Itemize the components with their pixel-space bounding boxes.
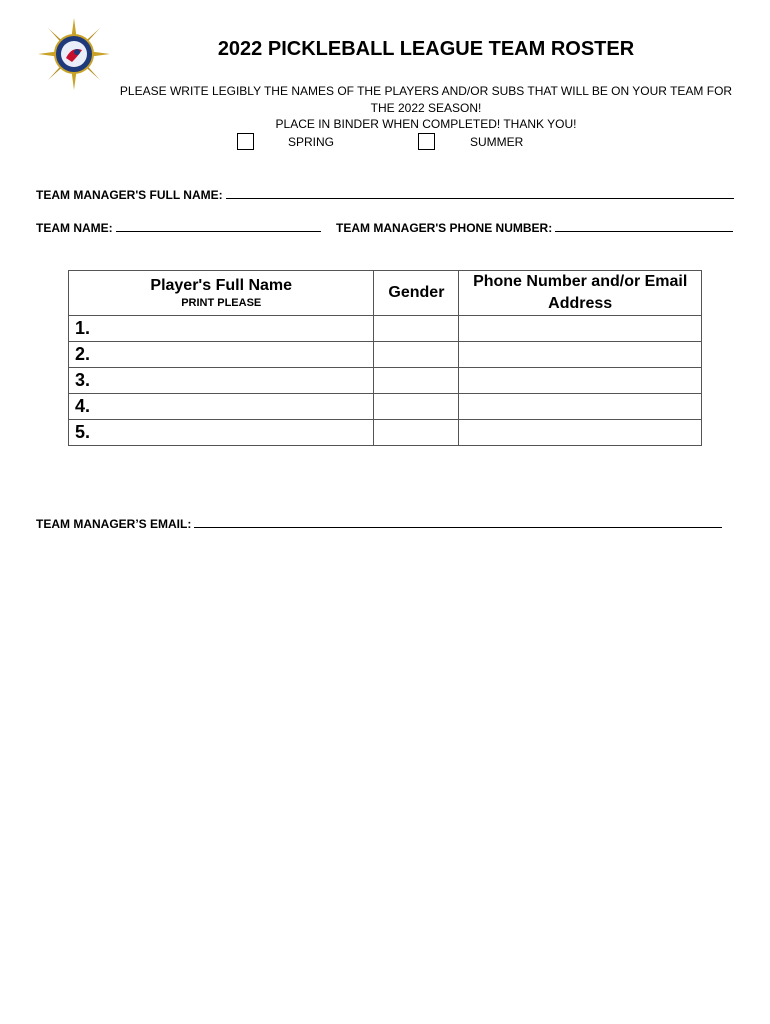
instructions-text: PLEASE WRITE LEGIBLY THE NAMES OF THE PLAYERS AND/OR SUBS THAT WILL BE ON YOUR TEAM FOR THE 2022 SEASON! <box>119 84 733 115</box>
manager-email-label: TEAM MANAGER’S EMAIL: <box>36 517 192 531</box>
manager-name-line[interactable] <box>226 187 734 199</box>
manager-phone-line[interactable] <box>555 220 733 232</box>
page-title: 2022 PICKLEBALL LEAGUE TEAM ROSTER <box>217 38 635 60</box>
player-name-cell[interactable]: 4. <box>69 394 374 420</box>
table-row <box>69 316 702 342</box>
summer-option[interactable] <box>418 133 523 150</box>
roster-table <box>68 270 702 446</box>
spring-checkbox[interactable] <box>237 133 254 150</box>
gender-header-label: Gender <box>388 284 445 301</box>
contact-cell[interactable] <box>459 394 702 420</box>
manager-name-field[interactable] <box>36 187 734 202</box>
player-name-cell[interactable]: 1. <box>69 316 374 342</box>
contact-header <box>459 271 702 316</box>
player-name-header <box>69 271 374 316</box>
gender-header <box>374 271 459 316</box>
table-row <box>69 394 702 420</box>
manager-email-line[interactable] <box>194 516 722 528</box>
roster-header-row <box>69 271 702 316</box>
player-name-header-label: Player's Full Name <box>150 277 293 294</box>
gender-cell[interactable] <box>374 342 459 368</box>
manager-phone-label: TEAM MANAGER'S PHONE NUMBER: <box>336 221 553 235</box>
gender-cell[interactable] <box>374 420 459 446</box>
player-name-cell[interactable]: 5. <box>69 420 374 446</box>
summer-checkbox[interactable] <box>418 133 435 150</box>
player-name-cell[interactable]: 2. <box>69 342 374 368</box>
summer-label: SUMMER <box>470 134 524 149</box>
team-name-label: TEAM NAME: <box>36 221 113 235</box>
team-name-line[interactable] <box>116 220 321 232</box>
gender-cell[interactable] <box>374 394 459 420</box>
print-please-label: PRINT PLEASE <box>181 297 262 309</box>
table-row <box>69 368 702 394</box>
player-name-cell[interactable]: 3. <box>69 368 374 394</box>
contact-header-label: Phone Number and/or Email Address <box>473 273 688 312</box>
contact-cell[interactable] <box>459 316 702 342</box>
manager-name-label: TEAM MANAGER'S FULL NAME: <box>36 188 223 202</box>
team-name-field[interactable] <box>36 220 321 235</box>
binder-instructions-text: PLACE IN BINDER WHEN COMPLETED! THANK YOU! <box>275 117 577 131</box>
gender-cell[interactable] <box>374 316 459 342</box>
contact-cell[interactable] <box>459 368 702 394</box>
manager-phone-field[interactable] <box>336 220 733 235</box>
table-row <box>69 420 702 446</box>
contact-cell[interactable] <box>459 342 702 368</box>
contact-cell[interactable] <box>459 420 702 446</box>
spring-option[interactable] <box>237 133 334 150</box>
spring-label: SPRING <box>288 134 335 149</box>
manager-email-field[interactable] <box>36 516 722 531</box>
gender-cell[interactable] <box>374 368 459 394</box>
table-row <box>69 342 702 368</box>
